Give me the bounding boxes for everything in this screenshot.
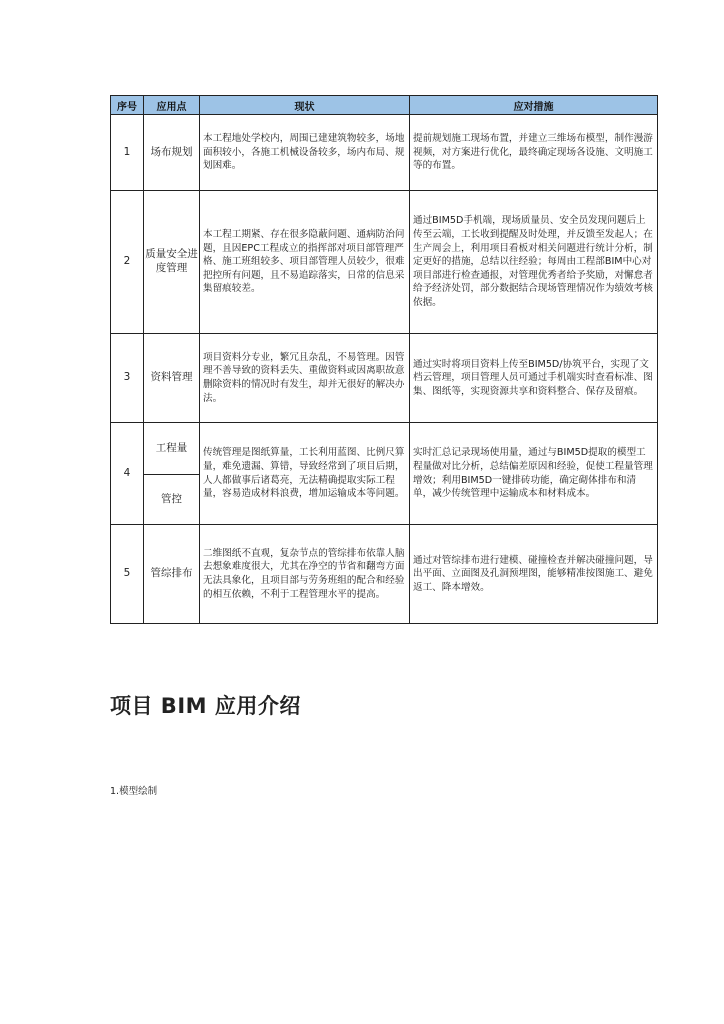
header-application-point: 应用点 [144, 96, 200, 115]
row-serial: 1 [111, 115, 144, 191]
row-application-point: 质量安全进度管理 [144, 191, 200, 334]
row-measures: 通过BIM5D手机端，现场质量员、安全员发现问题后上传至云端，工长收到提醒及时处理，并反馈至发起人；在生产周会上，利用项目看板对相关问题进行统计分析，制定更好的措施，总结以往经验；每周由工程部BIM中心对项目部进行检查通报，对管理优秀者给予奖励，对懈怠者给予经济处罚，部分数据结合现场管理情况作为绩效考核依据。 [410, 191, 658, 334]
row-application-point: 资料管理 [144, 334, 200, 423]
row-serial: 3 [111, 334, 144, 423]
table-row [111, 334, 658, 423]
section-title: 项目 BIM 应用介绍 [110, 694, 301, 718]
table-header-row [111, 96, 658, 115]
subsection-heading: 1.模型绘制 [110, 786, 158, 797]
bim-application-table [110, 95, 658, 624]
row-application-point: 管综排布 [144, 525, 200, 624]
row-application-point: 场布规划 [144, 115, 200, 191]
row-serial: 4 [111, 423, 144, 525]
row-application-point-part2: 管控 [144, 475, 200, 525]
header-measures: 应对措施 [410, 96, 658, 115]
table-row [111, 115, 658, 191]
row-measures: 提前规划施工现场布置，并建立三维场布模型，制作漫游视频，对方案进行优化，最终确定现场各设施、文明施工等的布置。 [410, 115, 658, 191]
row-measures: 实时汇总记录现场使用量，通过与BIM5D提取的模型工程量做对比分析，总结偏差原因和经验，促使工程量管理增效；利用BIM5D一键排砖功能，确定砌体排布和清单，减少传统管理中运输成本和材料成本。 [410, 423, 658, 525]
header-status: 现状 [200, 96, 410, 115]
row-measures: 通过实时将项目资料上传至BIM5D/协筑平台，实现了文档云管理，项目管理人员可通过手机端实时查看标准、图集、图纸等，实现资源共享和资料整合、保存及留痕。 [410, 334, 658, 423]
row-serial: 2 [111, 191, 144, 334]
row-status: 项目资料分专业，繁冗且杂乱，不易管理。因管理不善导致的资料丢失、重做资料或因离职故意删除资料的情况时有发生，却并无很好的解决办法。 [200, 334, 410, 423]
table-row [111, 525, 658, 624]
row-status: 本工程地处学校内，周围已建建筑物较多，场地面积较小，各施工机械设备较多，场内布局、规划困难。 [200, 115, 410, 191]
row-measures: 通过对管综排布进行建模、碰撞检查并解决碰撞问题，导出平面、立面图及孔洞预埋图，能够精准按图施工、避免返工、降本增效。 [410, 525, 658, 624]
table-row [111, 191, 658, 334]
table-row [111, 423, 658, 475]
row-status: 二维图纸不直观，复杂节点的管综排布依靠人脑去想象难度很大，尤其在净空的节省和翻弯方面无法具象化，且项目部与劳务班组的配合和经验的相互依赖，不利于工程管理水平的提高。 [200, 525, 410, 624]
row-status: 本工程工期紧、存在很多隐蔽问题、通病防治问题，且因EPC工程成立的指挥部对项目部管理严格、施工班组较多、项目部管理人员较少，很难把控所有问题，且不易追踪落实，日常的信息采集留痕较差。 [200, 191, 410, 334]
row-status: 传统管理是图纸算量，工长利用蓝图、比例尺算量，难免遗漏、算错，导致经常到了项目后期，人人都做事后诸葛亮，无法精确提取实际工程量，容易造成材料浪费，增加运输成本等问题。 [200, 423, 410, 525]
row-serial: 5 [111, 525, 144, 624]
header-serial: 序号 [111, 96, 144, 115]
row-application-point-part1: 工程量 [144, 423, 200, 475]
